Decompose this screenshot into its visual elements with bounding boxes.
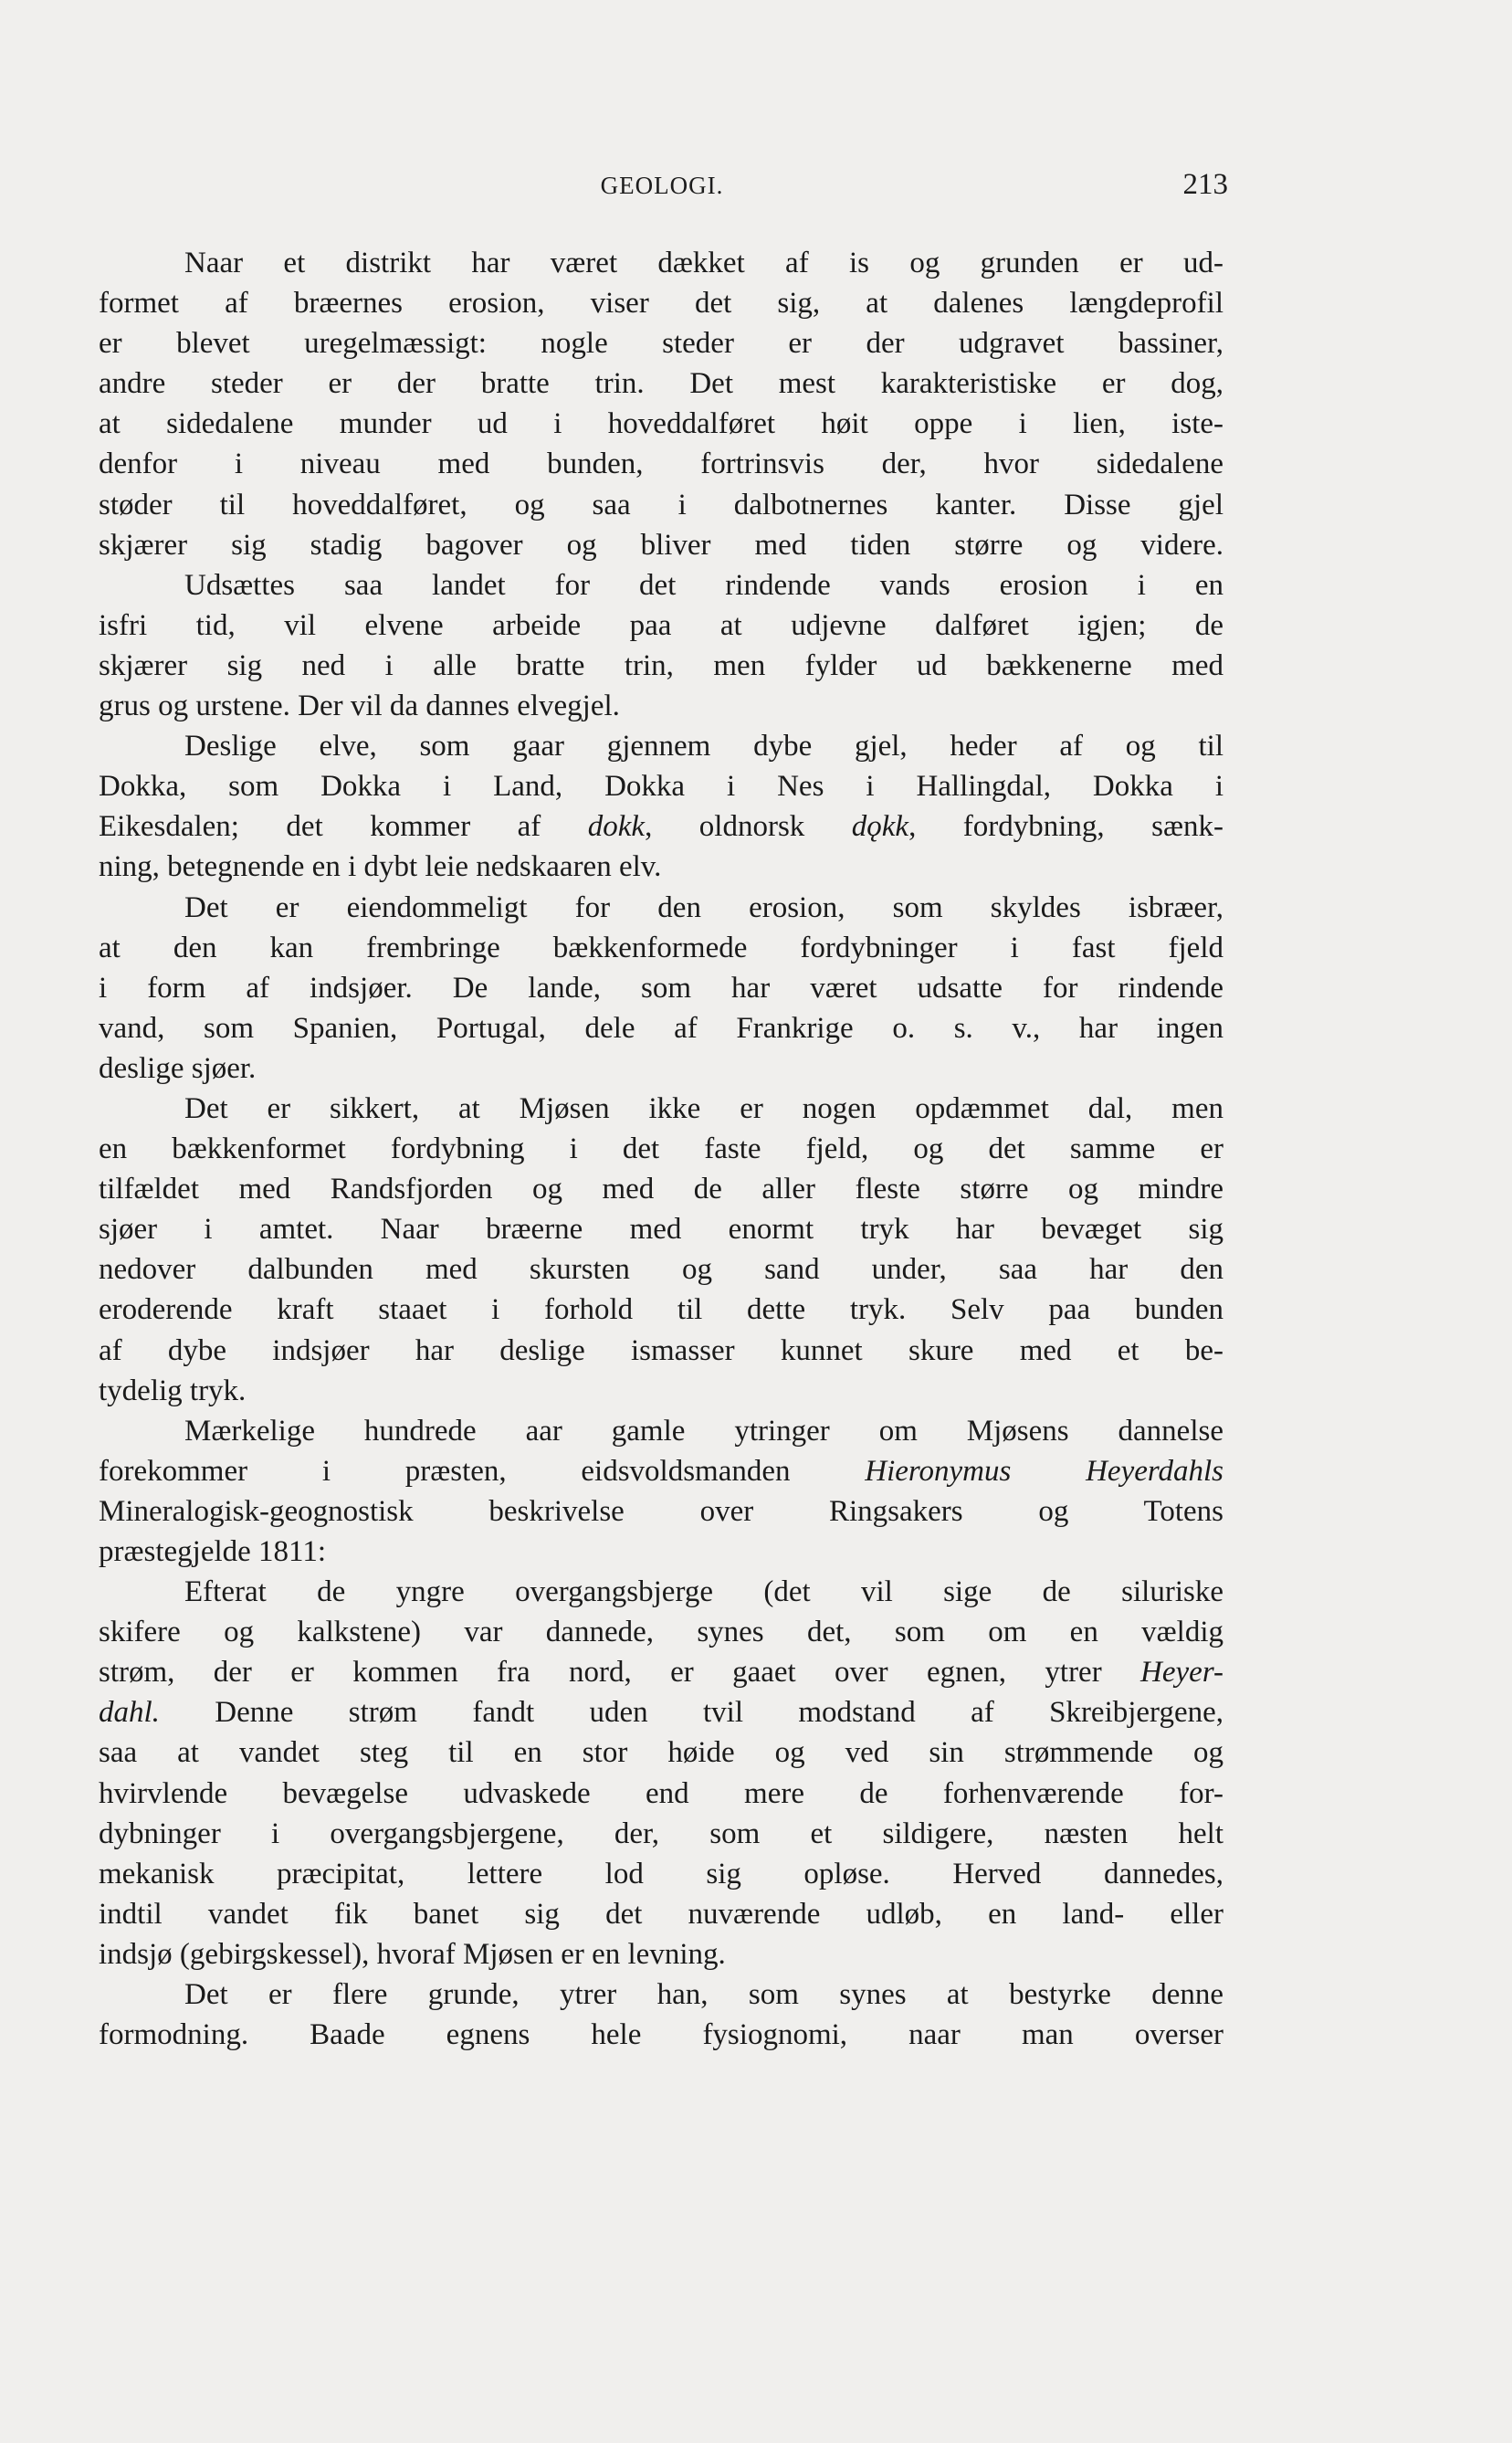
text-fragment: Eikesdalen; det kommer af — [99, 810, 588, 844]
text-line: nedover dalbunden med skursten og sand under, saa har den — [99, 1253, 1223, 1287]
paragraph — [99, 1411, 1223, 1572]
text-fragment: Denne strøm fandt uden tvil modstand af Skreibjergene, — [159, 1696, 1223, 1730]
paragraph — [99, 1974, 1223, 2055]
italic-name: Heyer- — [1140, 1656, 1223, 1690]
text-line: deslige sjøer. — [99, 1051, 257, 1085]
text-line: Dokka, som Dokka i Land, Dokka i Nes i Hallingdal, Dokka i — [99, 770, 1223, 804]
text-line: Det er eiendommeligt for den erosion, som skyldes isbræer, — [184, 890, 1223, 924]
text-line: Deslige elve, som gaar gjennem dybe gjel, heder af og til — [184, 730, 1223, 763]
text-line: Det er flere grunde, ytrer han, som synes at bestyrke denne — [184, 1978, 1223, 2012]
paragraph — [99, 1572, 1223, 1974]
text-line: Mineralogisk-geognostisk beskrivelse over Ringsakers og Totens — [99, 1494, 1223, 1528]
text-line: hvirvlende bevægelse udvaskede end mere de forhenværende for- — [99, 1776, 1223, 1810]
text-line: eroderende kraft staaet i forhold til dette tryk. Selv paa bunden — [99, 1293, 1223, 1327]
italic-name: dahl. — [99, 1696, 160, 1730]
text-line-italic-name — [99, 1451, 1223, 1491]
text-line: skjærer sig stadig bagover og bliver med tiden større og videre. — [99, 528, 1223, 562]
text-line: saa at vandet steg til en stor høide og ved sin strømmende og — [99, 1736, 1223, 1770]
text-fragment: forekommer i præsten, eidsvoldsmanden — [99, 1454, 866, 1488]
text-line: Mærkelige hundrede aar gamle ytringer om Mjøsens dannelse — [184, 1414, 1223, 1448]
text-line: ning, betegnende en i dybt leie nedskaaren elv. — [99, 850, 662, 884]
text-line: grus og urstene. Der vil da dannes elvegjel. — [99, 690, 620, 723]
paragraph — [99, 726, 1223, 887]
text-line: formet af bræernes erosion, viser det sig, at dalenes længdeprofil — [99, 287, 1223, 321]
text-line: isfri tid, vil elvene arbeide paa at udjevne dalføret igjen; de — [99, 608, 1223, 642]
text-line: Udsættes saa landet for det rindende vands erosion i en — [184, 568, 1223, 602]
running-head — [96, 168, 1228, 208]
text-line: en bækkenformet fordybning i det faste fjeld, og det samme er — [99, 1132, 1223, 1166]
text-line: andre steder er der bratte trin. Det mest karakteristiske er dog, — [99, 367, 1223, 401]
text-line: formodning. Baade egnens hele fysiognomi, naar man overser — [99, 2018, 1223, 2052]
text-line: i form af indsjøer. De lande, som har været udsatte for rindende — [99, 971, 1223, 1005]
italic-term: dǫkk — [851, 810, 909, 844]
text-fragment: strøm, der er kommen fra nord, er gaaet over egnen, ytrer — [99, 1656, 1141, 1690]
text-line: skifere og kalkstene) var dannede, synes det, som om en vældig — [99, 1616, 1223, 1649]
paragraph — [99, 888, 1223, 1089]
text-line: skjærer sig ned i alle bratte trin, men fylder ud bækkenerne med — [99, 648, 1223, 682]
text-line: indsjø (gebirgskessel), hvoraf Mjøsen er en levning. — [99, 1937, 726, 1971]
text-fragment: , oldnorsk — [645, 810, 852, 844]
paragraph — [99, 1089, 1223, 1411]
text-line: tilfældet med Randsfjorden og med de aller fleste større og mindre — [99, 1173, 1223, 1206]
text-line: støder til hoveddalføret, og saa i dalbotnernes kanter. Disse gjel — [99, 488, 1223, 521]
text-fragment: , fordybning, sænk- — [908, 810, 1223, 844]
text-line: denfor i niveau med bunden, fortrinsvis der, hvor sidedalene — [99, 448, 1223, 481]
body-text — [99, 243, 1223, 2055]
text-line: præstegjelde 1811: — [99, 1535, 326, 1568]
text-line-italic-terms — [99, 806, 1223, 847]
text-line-italic-name — [99, 1652, 1223, 1692]
text-line: at sidedalene munder ud i hoveddalføret høit oppe i lien, iste- — [99, 407, 1223, 441]
text-line: sjøer i amtet. Naar bræerne med enormt tryk har bevæget sig — [99, 1213, 1223, 1247]
text-line-italic-name — [99, 1692, 1223, 1732]
text-line: at den kan frembringe bækkenformede fordybninger i fast fjeld — [99, 931, 1223, 964]
text-line: mekanisk præcipitat, lettere lod sig opløse. Herved dannedes, — [99, 1857, 1223, 1890]
italic-name: Hieronymus Heyerdahls — [865, 1454, 1223, 1488]
text-line: Det er sikkert, at Mjøsen ikke er nogen opdæmmet dal, men — [184, 1091, 1223, 1125]
paragraph — [99, 243, 1223, 726]
text-line: tydelig tryk. — [99, 1374, 247, 1407]
text-line: vand, som Spanien, Portugal, dele af Frankrige o. s. v., har ingen — [99, 1011, 1223, 1045]
text-line: indtil vandet fik banet sig det nuværende udløb, en land- eller — [99, 1897, 1223, 1931]
text-line: af dybe indsjøer har deslige ismasser kunnet skure med et be- — [99, 1333, 1223, 1367]
running-title: GEOLOGI. — [600, 172, 724, 199]
page-number: 213 — [1182, 168, 1228, 201]
text-line: Efterat de yngre overgangsbjerge (det vil sige de siluriske — [184, 1575, 1223, 1609]
text-line: dybninger i overgangsbjergene, der, som et sildigere, næsten helt — [99, 1816, 1223, 1850]
italic-term: dokk — [587, 810, 646, 844]
text-line: er blevet uregelmæssigt: nogle steder er der udgravet bassiner, — [99, 327, 1223, 361]
text-line: Naar et distrikt har været dækket af is og grunden er ud- — [184, 247, 1223, 279]
